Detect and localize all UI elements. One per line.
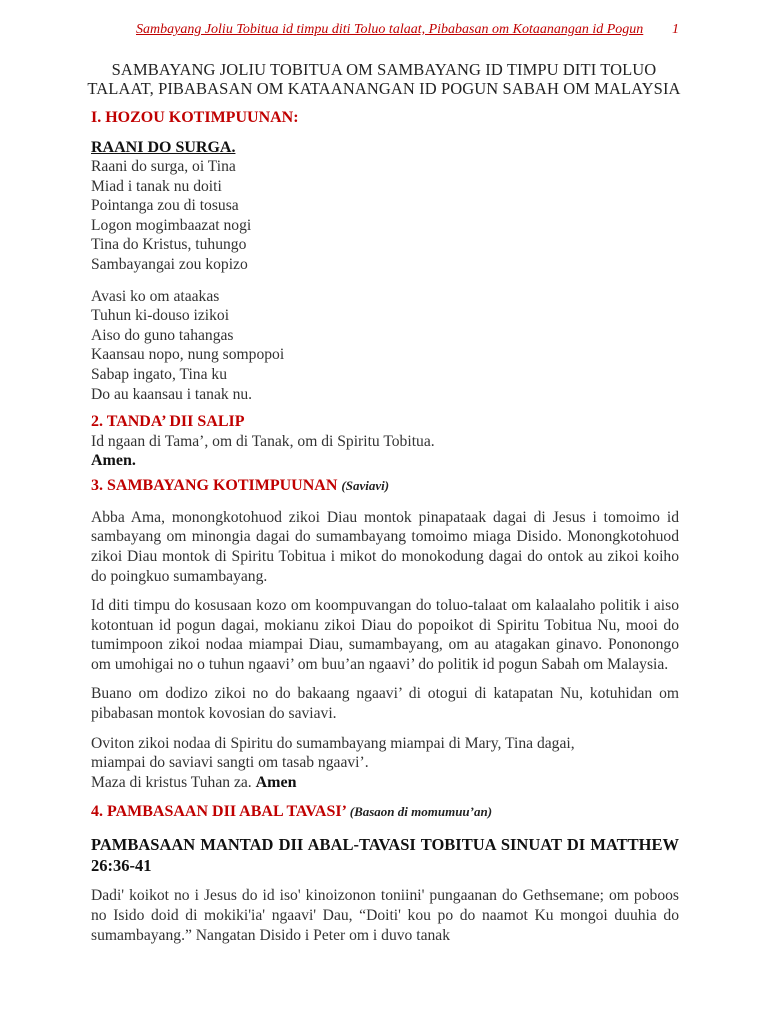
hymn-line: Avasi ko om ataakas bbox=[91, 287, 220, 305]
hymn-line: Logon mogimbaazat nogi bbox=[91, 216, 252, 234]
prayer-line: miampai do saviavi sangti om tasab ngaavi’. bbox=[91, 754, 369, 772]
prayer-paragraph-3: Buano om dodizo zikoi no do bakaang ngaavi’ di otogui di katapatan Nu, kotuhidan om pibabasan montok kovosian do saviavi. bbox=[91, 685, 679, 723]
section-3-note: (Saviavi) bbox=[341, 477, 390, 493]
section-4-note: (Basaon di momumuu’an) bbox=[349, 804, 493, 820]
sign-of-cross-text: Id ngaan di Tama’, om di Tanak, om di Spiritu Tobitua. bbox=[91, 433, 435, 451]
page-number: 1 bbox=[672, 22, 679, 37]
title-line-1: SAMBAYANG JOLIU TOBITUA OM SAMBAYANG ID TIMPU DITI TOLUO bbox=[111, 60, 657, 79]
running-title: Sambayang Joliu Tobitua id timpu diti Toluo talaat, Pibabasan om Kotaanangan id Pogun bbox=[136, 22, 644, 37]
section-2-heading: 2. TANDA’ DII SALIP bbox=[91, 413, 245, 431]
hymn-line: Sambayangai zou kopizo bbox=[91, 255, 248, 273]
hymn-line: Pointanga zou di tosusa bbox=[91, 197, 239, 215]
amen-label: Amen. bbox=[91, 451, 136, 469]
hymn-line: Tina do Kristus, tuhungo bbox=[91, 236, 247, 254]
reading-paragraph: Dadi' koikot no i Jesus do id iso' kinoizonon toniini' pungaanan do Gethsemane; om poboos no Isido doid di mokiki'ia' ngaavi' Dau, “Doiti' kou po do naamot Ku mongoi duuhia do sumambayang.” Nangatan Disido i Peter om i duvo tanak bbox=[91, 887, 679, 944]
hymn-stanza-1 bbox=[91, 157, 679, 275]
section-3-heading bbox=[91, 476, 679, 496]
section-1-heading: I. HOZOU KOTIMPUUNAN: bbox=[91, 109, 299, 126]
document-body bbox=[91, 108, 679, 945]
document-title bbox=[60, 60, 708, 98]
hymn-line: Sabap ingato, Tina ku bbox=[91, 365, 228, 383]
hymn-line: Tuhun ki-douso izikoi bbox=[91, 307, 230, 325]
reading-title: PAMBASAAN MANTAD DII ABAL-TAVASI TOBITUA SINUAT DI MATTHEW 26:36-41 bbox=[91, 835, 679, 876]
section-4-title: 4. PAMBASAAN DII ABAL TAVASI’ bbox=[91, 803, 346, 821]
prayer-paragraph-1: Abba Ama, monongkotohuod zikoi Diau montok pinapataak dagai di Jesus i tomoimo id sambayang om minongia dagai do sumambayang tomoimo miaga Disido. Monongkotohuod zikoi Diau montok di Spiritu Tobitua i mikot do monokodung dagai do ontok au zikoi koiho do poingkuo sumambayang. bbox=[91, 508, 679, 585]
hymn-line: Aiso do guno tahangas bbox=[91, 326, 234, 344]
hymn-title: RAANI DO SURGA. bbox=[91, 139, 236, 156]
section-4-heading bbox=[91, 802, 679, 822]
hymn-stanza-2 bbox=[91, 287, 679, 405]
hymn-line: Raani do surga, oi Tina bbox=[91, 158, 236, 175]
prayer-closing bbox=[91, 773, 679, 793]
closing-text: Maza di kristus Tuhan za. bbox=[91, 773, 252, 791]
hymn-line: Miad i tanak nu doiti bbox=[91, 177, 222, 195]
title-line-2: TALAAT, PIBABASAN OM KATAANANGAN ID POGUN SABAH OM MALAYSIA bbox=[87, 79, 681, 98]
section-3-title: 3. SAMBAYANG KOTIMPUUNAN bbox=[91, 476, 338, 494]
amen-label: Amen bbox=[255, 773, 297, 791]
prayer-paragraph-2: Id diti timpu do kosusaan kozo om koompuvangan do toluo-talaat om kalaalaho politik i aiso kotontuan id pogun dagai, mokianu zikoi Diau do popoikot di Spiritu Tobitua Nu, mooi do tumimpoon zikoi nodaa miampai Diau, sumambayang, om au atagakan ginavo. Pononongo om umohigai no o tuhun ngaavi’ om buu’an ngaavi’ do politik id pogun Sabah om Malaysia. bbox=[91, 597, 679, 673]
prayer-line: Oviton zikoi nodaa di Spiritu do sumambayang miampai di Mary, Tina dagai, bbox=[91, 734, 575, 752]
hymn-line: Do au kaansau i tanak nu. bbox=[91, 385, 253, 403]
hymn-line: Kaansau nopo, nung sompopoi bbox=[91, 346, 285, 364]
